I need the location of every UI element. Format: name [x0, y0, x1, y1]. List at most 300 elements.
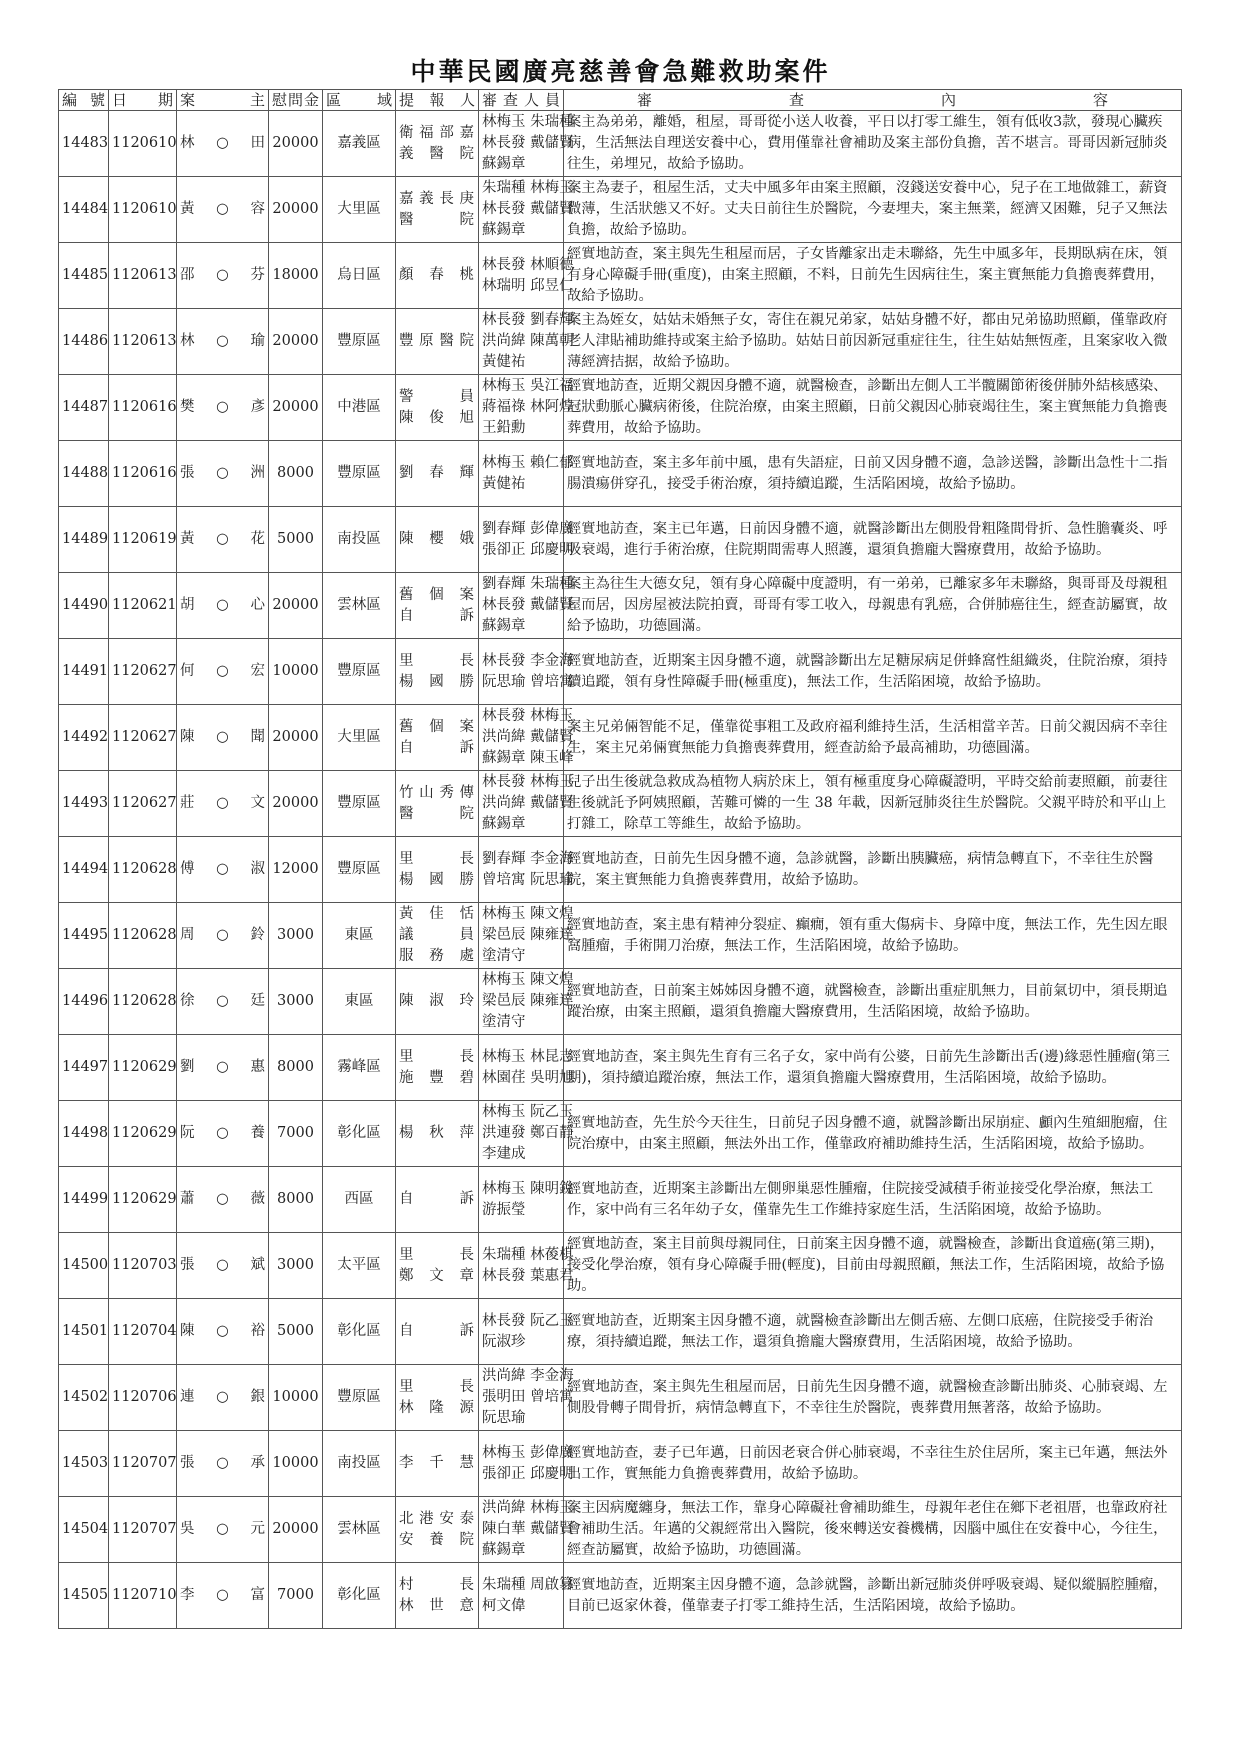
case-date: 1120610 [109, 177, 177, 243]
review-content: 經實地訪查，案主目前與母親同住，日前案主因身體不適，就醫檢查，診斷出食道癌(第三期)，接受化學治療，領有身心障礙手冊(輕度)，目前由母親照顧，無法工作，生活陷困境，故給予協助。 [564, 1233, 1182, 1299]
case-id: 14495 [59, 903, 109, 969]
reviewer-line: 洪連發 鄭百靜 [482, 1125, 574, 1141]
aid-amount: 5000 [269, 1299, 323, 1365]
case-date: 1120703 [109, 1233, 177, 1299]
reviewers [479, 441, 574, 507]
reporter [396, 771, 479, 837]
reporter-line: 林 世 意 [399, 1597, 475, 1614]
client-name: 陳 ○ 裕 [177, 1299, 269, 1365]
client-name: 林 ○ 瑜 [177, 309, 269, 375]
region: 彰化區 [323, 1563, 396, 1629]
reviewer-line: 林梅玉 陳文煌 [482, 906, 574, 922]
reviewer-line: 蘇錫章 [482, 222, 526, 238]
reporter [396, 1233, 479, 1299]
client-name: 黃 ○ 花 [177, 507, 269, 573]
reporter-line: 竹山秀傳 [399, 784, 475, 801]
review-content: 經實地訪查，近期案主因身體不適，就醫診斷出左足糖尿病足併蜂窩性組織炎，住院治療，須持續追蹤，領有身性障礙手冊(極重度)，無法工作，生活陷困境，故給予協助。 [564, 639, 1182, 705]
region: 南投區 [323, 1431, 396, 1497]
aid-amount: 20000 [269, 111, 323, 177]
case-date: 1120616 [109, 375, 177, 441]
reviewer-line: 柯文偉 [482, 1597, 526, 1614]
review-content: 案主兄弟倆智能不足，僅靠從事粗工及政府福利維持生活，生活相當辛苦。日前父親因病不幸往生，案主兄弟倆實無能力負擔喪葬費用，經查訪給予最高補助，功德圓滿。 [564, 705, 1182, 771]
reviewers [479, 1101, 574, 1167]
reviewers [479, 375, 574, 441]
region: 霧峰區 [323, 1035, 396, 1101]
aid-amount: 3000 [269, 903, 323, 969]
reviewer-line: 洪尚緯 李金海 [482, 1368, 574, 1384]
table-row [59, 1497, 1182, 1563]
reviewer-line: 黃健祐 [482, 354, 526, 370]
reviewers [479, 1167, 574, 1233]
aid-amount: 10000 [269, 1431, 323, 1497]
reviewers [479, 573, 574, 639]
reviewers [479, 309, 574, 375]
reporter [396, 969, 479, 1035]
aid-amount: 3000 [269, 969, 323, 1035]
table-row [59, 573, 1182, 639]
client-name: 李 ○ 富 [177, 1563, 269, 1629]
reporter-line: 楊 秋 萍 [399, 1125, 475, 1141]
reviewers [479, 1233, 574, 1299]
region: 東區 [323, 969, 396, 1035]
reporter-line: 警 員 [399, 388, 475, 405]
table-row [59, 639, 1182, 705]
case-date: 1120628 [109, 969, 177, 1035]
reviewer-line: 林梅玉 彭偉廣 [482, 1444, 574, 1461]
review-content: 案主因病魔纏身，無法工作，靠身心障礙社會補助維生，母親年老住在鄉下老祖厝，也靠政府社會補助生活。年邁的父親經常出入醫院，後來轉送安養機構，因腦中風住在安養中心，今往生，經查訪屬實，故給予協助，功德圓滿。 [564, 1497, 1182, 1563]
client-name: 蕭 ○ 薇 [177, 1167, 269, 1233]
review-content: 經實地訪查，案主患有精神分裂症、癲癇，領有重大傷病卡、身障中度，無法工作，先生因左眼窩腫瘤，手術開刀治療，無法工作，生活陷困境，故給予協助。 [564, 903, 1182, 969]
reporter-line: 里 長 [399, 1378, 475, 1395]
reviewer-line: 梁邑辰 陳雍達 [482, 927, 574, 943]
header-content-char: 內 [940, 90, 956, 109]
reviewer-line: 劉春輝 彭偉廣 [482, 520, 574, 537]
reviewer-line: 劉春輝 李金海 [482, 850, 574, 867]
aid-amount: 20000 [269, 573, 323, 639]
region: 豐原區 [323, 771, 396, 837]
reviewers [479, 1299, 574, 1365]
header-amount: 慰問金 [269, 90, 323, 111]
region: 豐原區 [323, 1365, 396, 1431]
reviewers [479, 1563, 574, 1629]
reporter-line: 里 長 [399, 850, 475, 867]
aid-amount: 10000 [269, 1365, 323, 1431]
region: 彰化區 [323, 1101, 396, 1167]
aid-amount: 7000 [269, 1101, 323, 1167]
table-row [59, 1365, 1182, 1431]
reviewer-line: 王鉛勳 [482, 420, 526, 436]
reporter-line: 衛福部嘉 [399, 124, 475, 141]
reporter-line: 嘉義長庚 [399, 190, 475, 207]
case-id: 14494 [59, 837, 109, 903]
review-content: 經實地訪查，近期案主因身體不適，就醫檢查診斷出左側舌癌、左側口底癌，住院接受手術治療，須持續追蹤，無法工作，還須負擔龐大醫療費用，生活陷困境，故給予協助。 [564, 1299, 1182, 1365]
case-id: 14487 [59, 375, 109, 441]
reporter-line: 楊 國 勝 [399, 871, 475, 888]
reviewer-line: 林長發 林梅玉 [482, 774, 574, 790]
table-row [59, 309, 1182, 375]
region: 太平區 [323, 1233, 396, 1299]
reviewer-line: 李建成 [482, 1146, 526, 1162]
reviewers [479, 969, 574, 1035]
case-date: 1120627 [109, 705, 177, 771]
reviewer-line: 林長發 林梅玉 [482, 708, 574, 724]
reviewer-line: 林長發 戴儲賢 [482, 135, 574, 151]
aid-amount: 7000 [269, 1563, 323, 1629]
client-name: 連 ○ 銀 [177, 1365, 269, 1431]
case-id: 14502 [59, 1365, 109, 1431]
reporter-line: 陳 櫻 娥 [399, 531, 475, 547]
reporter-line: 舊 個 案 [399, 586, 475, 603]
aid-amount: 20000 [269, 177, 323, 243]
reviewer-line: 林長發 阮乙玉 [482, 1312, 574, 1329]
table-row [59, 903, 1182, 969]
aid-amount: 20000 [269, 1497, 323, 1563]
reviewers [479, 705, 574, 771]
review-content: 案主為往生大德女兒，領有身心障礙中度證明，有一弟弟，已離家多年未聯絡，與哥哥及母親租屋而居，因房屋被法院拍賣，哥哥有零工收入，母親患有乳癌，合併肺癌往生，經查訪屬實，故給予協助，功德圓滿。 [564, 573, 1182, 639]
table-header-row [59, 90, 1182, 111]
table-row [59, 1431, 1182, 1497]
reporter-line: 鄭 文 章 [399, 1267, 475, 1284]
reviewers [479, 1365, 574, 1431]
case-id: 14499 [59, 1167, 109, 1233]
table-row [59, 1233, 1182, 1299]
header-reviewers: 審查人員 [479, 90, 564, 111]
header-id: 編號 [59, 90, 109, 111]
review-content: 經實地訪查，案主與先生租屋而居，日前先生因身體不適，就醫檢查診斷出肺炎、心肺衰竭、左側股骨轉子間骨折，病情急轉直下，不幸往生於醫院，喪葬費用無著落，故給予協助。 [564, 1365, 1182, 1431]
reporter [396, 903, 479, 969]
reporter-line: 自 訴 [399, 1191, 475, 1207]
reviewer-line: 阮思瑜 曾培寓 [482, 673, 574, 690]
region: 大里區 [323, 177, 396, 243]
reporter-line: 劉 春 輝 [399, 465, 475, 481]
review-content: 經實地訪查，日前先生因身體不適，急診就醫，診斷出胰臟癌，病情急轉直下，不幸往生於醫院，案主實無能力負擔喪葬費用，故給予協助。 [564, 837, 1182, 903]
aid-amount: 8000 [269, 1167, 323, 1233]
case-id: 14498 [59, 1101, 109, 1167]
client-name: 樊 ○ 彥 [177, 375, 269, 441]
region: 雲林區 [323, 1497, 396, 1563]
reporter [396, 1167, 479, 1233]
review-content: 案主為妻子，租屋生活，丈夫中風多年由案主照顧，沒錢送安養中心，兒子在工地做雜工，薪資微薄，生活狀態又不好。丈夫日前往生於醫院，今妻埋夫，案主無業，經濟又困難，兒子又無法負擔，故給予協助。 [564, 177, 1182, 243]
region: 豐原區 [323, 837, 396, 903]
reviewer-line: 蘇錫章 [482, 156, 526, 172]
reporter [396, 309, 479, 375]
table-row [59, 1167, 1182, 1233]
header-region: 區 域 [323, 90, 396, 111]
reviewers [479, 111, 574, 177]
reporter-line: 義 醫 院 [399, 145, 475, 162]
aid-amount: 20000 [269, 309, 323, 375]
case-date: 1120610 [109, 111, 177, 177]
reviewer-line: 阮淑珍 [482, 1333, 526, 1350]
aid-amount: 12000 [269, 837, 323, 903]
table-row [59, 507, 1182, 573]
table-row [59, 969, 1182, 1035]
reporter [396, 1035, 479, 1101]
case-date: 1120613 [109, 309, 177, 375]
reporter [396, 1563, 479, 1629]
region: 中港區 [323, 375, 396, 441]
table-row [59, 1035, 1182, 1101]
case-date: 1120629 [109, 1035, 177, 1101]
reviewer-line: 林長發 戴儲賢 [482, 597, 574, 613]
reviewer-line: 林園荏 吳明旭 [482, 1069, 574, 1086]
table-row [59, 1563, 1182, 1629]
reporter-line: 舊 個 案 [399, 718, 475, 735]
reviewer-line: 梁邑辰 陳雍達 [482, 993, 574, 1009]
reviewer-line: 蘇錫章 [482, 618, 526, 634]
header-content [564, 90, 1182, 111]
reviewer-line: 陳白華 戴儲賢 [482, 1521, 574, 1537]
table-row [59, 111, 1182, 177]
client-name: 阮 ○ 養 [177, 1101, 269, 1167]
reviewer-line: 林長發 劉春輝 [482, 312, 574, 328]
reviewer-line: 蘇錫章 陳玉峰 [482, 750, 574, 766]
reporter-line: 里 長 [399, 1246, 475, 1263]
reporter [396, 837, 479, 903]
reporter [396, 507, 479, 573]
reviewers [479, 903, 574, 969]
client-name: 黃 ○ 容 [177, 177, 269, 243]
reporter-line: 議 員 [399, 927, 475, 943]
aid-amount: 8000 [269, 1035, 323, 1101]
review-content: 經實地訪查，案主多年前中風，患有失語症，日前又因身體不適，急診送醫，診斷出急性十二指腸潰瘍併穿孔，接受手術治療，須持續追蹤，生活陷困境，故給予協助。 [564, 441, 1182, 507]
client-name: 莊 ○ 文 [177, 771, 269, 837]
reviewers [479, 1497, 574, 1563]
aid-amount: 20000 [269, 771, 323, 837]
reviewer-line: 朱瑞種 林梅玉 [482, 180, 574, 196]
client-name: 邵 ○ 芬 [177, 243, 269, 309]
reporter-line: 醫 院 [399, 805, 475, 822]
review-content: 經實地訪查，近期案主診斷出左側卵巢惡性腫瘤，住院接受減積手術並接受化學治療，無法工作，家中尚有三名年幼子女，僅靠先生工作維持家庭生活，生活陷困境，故給予協助。 [564, 1167, 1182, 1233]
reviewers [479, 639, 574, 705]
client-name: 陳 ○ 聞 [177, 705, 269, 771]
reporter-line: 黃 佳 恬 [399, 906, 475, 922]
reviewer-line: 林梅玉 吳江福 [482, 378, 574, 394]
region: 豐原區 [323, 441, 396, 507]
reporter [396, 1431, 479, 1497]
aid-amount: 5000 [269, 507, 323, 573]
reporter-line: 楊 國 勝 [399, 673, 475, 690]
case-id: 14490 [59, 573, 109, 639]
header-content-char: 查 [788, 90, 804, 109]
reporter-line: 陳 俊 旭 [399, 409, 475, 426]
client-name: 吳 ○ 元 [177, 1497, 269, 1563]
reporter-line: 村 長 [399, 1576, 475, 1593]
reviewer-line: 林梅玉 林昆志 [482, 1048, 574, 1065]
review-content: 經實地訪查，案主已年邁，日前因身體不適，就醫診斷出左側股骨粗隆間骨折、急性膽囊炎、呼吸衰竭，進行手術治療，住院期間需專人照護，還須負擔龐大醫療費用，故給予協助。 [564, 507, 1182, 573]
reviewer-line: 蘇錫章 [482, 1542, 526, 1558]
client-name: 劉 ○ 惠 [177, 1035, 269, 1101]
region: 南投區 [323, 507, 396, 573]
aid-amount: 20000 [269, 705, 323, 771]
client-name: 傅 ○ 淑 [177, 837, 269, 903]
case-date: 1120627 [109, 639, 177, 705]
case-id: 14488 [59, 441, 109, 507]
client-name: 徐 ○ 廷 [177, 969, 269, 1035]
case-date: 1120621 [109, 573, 177, 639]
reviewers [479, 771, 574, 837]
review-content: 經實地訪查，近期父親因身體不適，就醫檢查，診斷出左側人工半髖關節術後併肺外結核感染、冠狀動脈心臟病術後，住院治療，由案主照顧，日前父親因心肺衰竭往生，案主實無能力負擔喪葬費用，故給予協助。 [564, 375, 1182, 441]
reporter [396, 111, 479, 177]
reviewers [479, 837, 574, 903]
reviewers [479, 507, 574, 573]
client-name: 張 ○ 斌 [177, 1233, 269, 1299]
reviewer-line: 蘇錫章 [482, 816, 526, 832]
case-id: 14496 [59, 969, 109, 1035]
review-content: 經實地訪查，近期案主因身體不適，急診就醫，診斷出新冠肺炎併呼吸衰竭、疑似縱膈腔腫瘤，目前已返家休養，僅靠妻子打零工維持生活，生活陷困境，故給予協助。 [564, 1563, 1182, 1629]
reporter [396, 375, 479, 441]
case-date: 1120704 [109, 1299, 177, 1365]
reporter-line: 自 訴 [399, 607, 475, 624]
table-row [59, 1101, 1182, 1167]
cases-table [58, 89, 1182, 1629]
review-content: 經實地訪查，案主與先生育有三名子女，家中尚有公婆，日前先生診斷出舌(邊)緣惡性腫瘤(第三期)，須持續追蹤治療，無法工作，還須負擔龐大醫療費用，生活陷困境，故給予協助。 [564, 1035, 1182, 1101]
reporter [396, 573, 479, 639]
reviewer-line: 林長發 李金海 [482, 652, 574, 669]
review-content: 經實地訪查，日前案主姊姊因身體不適，就醫檢查，診斷出重症肌無力，目前氣切中，須長期追蹤治療，由案主照顧，還須負擔龐大醫療費用，生活陷困境，故給予協助。 [564, 969, 1182, 1035]
reporter-line: 自 訴 [399, 739, 475, 756]
region: 西區 [323, 1167, 396, 1233]
aid-amount: 18000 [269, 243, 323, 309]
table-row [59, 441, 1182, 507]
region: 大里區 [323, 705, 396, 771]
reporter-line: 林 隆 源 [399, 1399, 475, 1416]
review-content: 經實地訪查，妻子已年邁，日前因老衰合併心肺衰竭，不幸往生於住居所，案主已年邁，無法外出工作，實無能力負擔喪葬費用，故給予協助。 [564, 1431, 1182, 1497]
case-date: 1120627 [109, 771, 177, 837]
aid-amount: 3000 [269, 1233, 323, 1299]
reporter-line: 施 豐 碧 [399, 1069, 475, 1086]
reviewer-line: 洪尚緯 戴儲賢 [482, 795, 574, 811]
reporter [396, 1365, 479, 1431]
reviewer-line: 洪尚緯 陳萬朝 [482, 333, 574, 349]
reviewers [479, 1431, 574, 1497]
case-date: 1120616 [109, 441, 177, 507]
case-id: 14497 [59, 1035, 109, 1101]
reviewer-line: 朱瑞種 周啟篡 [482, 1576, 574, 1593]
reviewer-line: 曾培寓 阮思瑜 [482, 871, 574, 888]
case-id: 14500 [59, 1233, 109, 1299]
reviewer-line: 朱瑞種 林葰棋 [482, 1246, 574, 1263]
reviewer-line: 游振瑩 [482, 1201, 526, 1218]
reviewer-line: 林梅玉 陳文煌 [482, 972, 574, 988]
header-content-char: 容 [1092, 90, 1108, 109]
reporter [396, 441, 479, 507]
aid-amount: 8000 [269, 441, 323, 507]
case-id: 14491 [59, 639, 109, 705]
region: 彰化區 [323, 1299, 396, 1365]
case-id: 14483 [59, 111, 109, 177]
reporter [396, 705, 479, 771]
table-row [59, 375, 1182, 441]
case-id: 14501 [59, 1299, 109, 1365]
reporter-line: 里 長 [399, 652, 475, 669]
reporter-line: 李 千 慧 [399, 1455, 475, 1471]
aid-amount: 10000 [269, 639, 323, 705]
table-row [59, 837, 1182, 903]
reporter-line: 顏 春 桃 [399, 267, 475, 283]
case-date: 1120707 [109, 1431, 177, 1497]
reporter [396, 1299, 479, 1365]
case-date: 1120629 [109, 1167, 177, 1233]
reporter-line: 安 養 院 [399, 1531, 475, 1548]
reporter-line: 服 務 處 [399, 948, 475, 964]
region: 豐原區 [323, 639, 396, 705]
case-id: 14492 [59, 705, 109, 771]
reviewer-line: 洪尚緯 戴儲賢 [482, 729, 574, 745]
header-client: 案 主 [177, 90, 269, 111]
reviewer-line: 塗清守 [482, 1014, 526, 1030]
reporter [396, 177, 479, 243]
case-date: 1120619 [109, 507, 177, 573]
reporter [396, 1101, 479, 1167]
reviewer-line: 林瑞明 邱昱仁 [482, 277, 574, 294]
reviewer-line: 劉春輝 朱瑞種 [482, 576, 574, 592]
client-name: 張 ○ 洲 [177, 441, 269, 507]
client-name: 周 ○ 鈴 [177, 903, 269, 969]
reporter-line: 北港安泰 [399, 1510, 475, 1527]
reporter-line: 豐原醫院 [399, 333, 475, 349]
reporter [396, 1497, 479, 1563]
review-content: 經實地訪查，先生於今天往生，日前兒子因身體不適，就醫診斷出尿崩症、顱內生殖細胞瘤，住院治療中，由案主照顧，無法外出工作，僅靠政府補助維持生活，生活陷困境，故給予協助。 [564, 1101, 1182, 1167]
reviewer-line: 林梅玉 陳明銳 [482, 1180, 574, 1197]
reviewers [479, 177, 574, 243]
reporter [396, 243, 479, 309]
reviewer-line: 林梅玉 阮乙玉 [482, 1104, 574, 1120]
reviewer-line: 張卻正 邱慶明 [482, 541, 574, 558]
reviewer-line: 林梅玉 賴仁郁 [482, 454, 574, 471]
case-id: 14486 [59, 309, 109, 375]
reporter-line: 自 訴 [399, 1323, 475, 1339]
header-reporter: 提報人 [396, 90, 479, 111]
table-row [59, 243, 1182, 309]
reviewer-line: 林長發 林順德 [482, 256, 574, 273]
reporter [396, 639, 479, 705]
client-name: 何 ○ 宏 [177, 639, 269, 705]
region: 東區 [323, 903, 396, 969]
review-content: 案主為弟弟，離婚，租屋，哥哥從小送人收養，平日以打零工維生，領有低收3款，發現心臟疾病，生活無法自理送安養中心，費用僅靠社會補助及案主部份負擔，苦不堪言。哥哥因新冠肺炎往生，弟埋兄，故給予協助。 [564, 111, 1182, 177]
client-name: 林 ○ 田 [177, 111, 269, 177]
region: 烏日區 [323, 243, 396, 309]
table-row [59, 771, 1182, 837]
page-title: 中華民國廣亮慈善會急難救助案件 [410, 57, 831, 86]
client-name: 張 ○ 承 [177, 1431, 269, 1497]
reviewers [479, 1035, 574, 1101]
review-content: 兒子出生後就急救成為植物人病於床上，領有極重度身心障礙證明，平時交給前妻照顧，前妻往生後就託予阿姨照顧，苦難可憐的一生 38 年載，因新冠肺炎往生於醫院。父親平時於和平山上打雜工，除草工等維生，故給予協助。 [564, 771, 1182, 837]
header-content-char: 審 [637, 90, 653, 109]
case-date: 1120613 [109, 243, 177, 309]
reviewer-line: 塗清守 [482, 948, 526, 964]
table-row [59, 177, 1182, 243]
case-date: 1120628 [109, 903, 177, 969]
reviewer-line: 張明田 曾培寓 [482, 1389, 574, 1405]
reviewer-line: 黃健祐 [482, 475, 526, 492]
case-date: 1120710 [109, 1563, 177, 1629]
reviewer-line: 林長發 戴儲賢 [482, 201, 574, 217]
table-body [59, 111, 1182, 1629]
case-id: 14485 [59, 243, 109, 309]
case-id: 14489 [59, 507, 109, 573]
client-name: 胡 ○ 心 [177, 573, 269, 639]
reviewer-line: 阮思瑜 [482, 1410, 526, 1426]
case-date: 1120707 [109, 1497, 177, 1563]
region: 嘉義區 [323, 111, 396, 177]
case-date: 1120629 [109, 1101, 177, 1167]
reviewer-line: 林梅玉 朱瑞種 [482, 114, 574, 130]
reviewer-line: 林長發 葉惠君 [482, 1267, 574, 1284]
reviewer-line: 張卻正 邱慶明 [482, 1465, 574, 1482]
reporter-line: 陳 淑 玲 [399, 993, 475, 1009]
table-row [59, 705, 1182, 771]
